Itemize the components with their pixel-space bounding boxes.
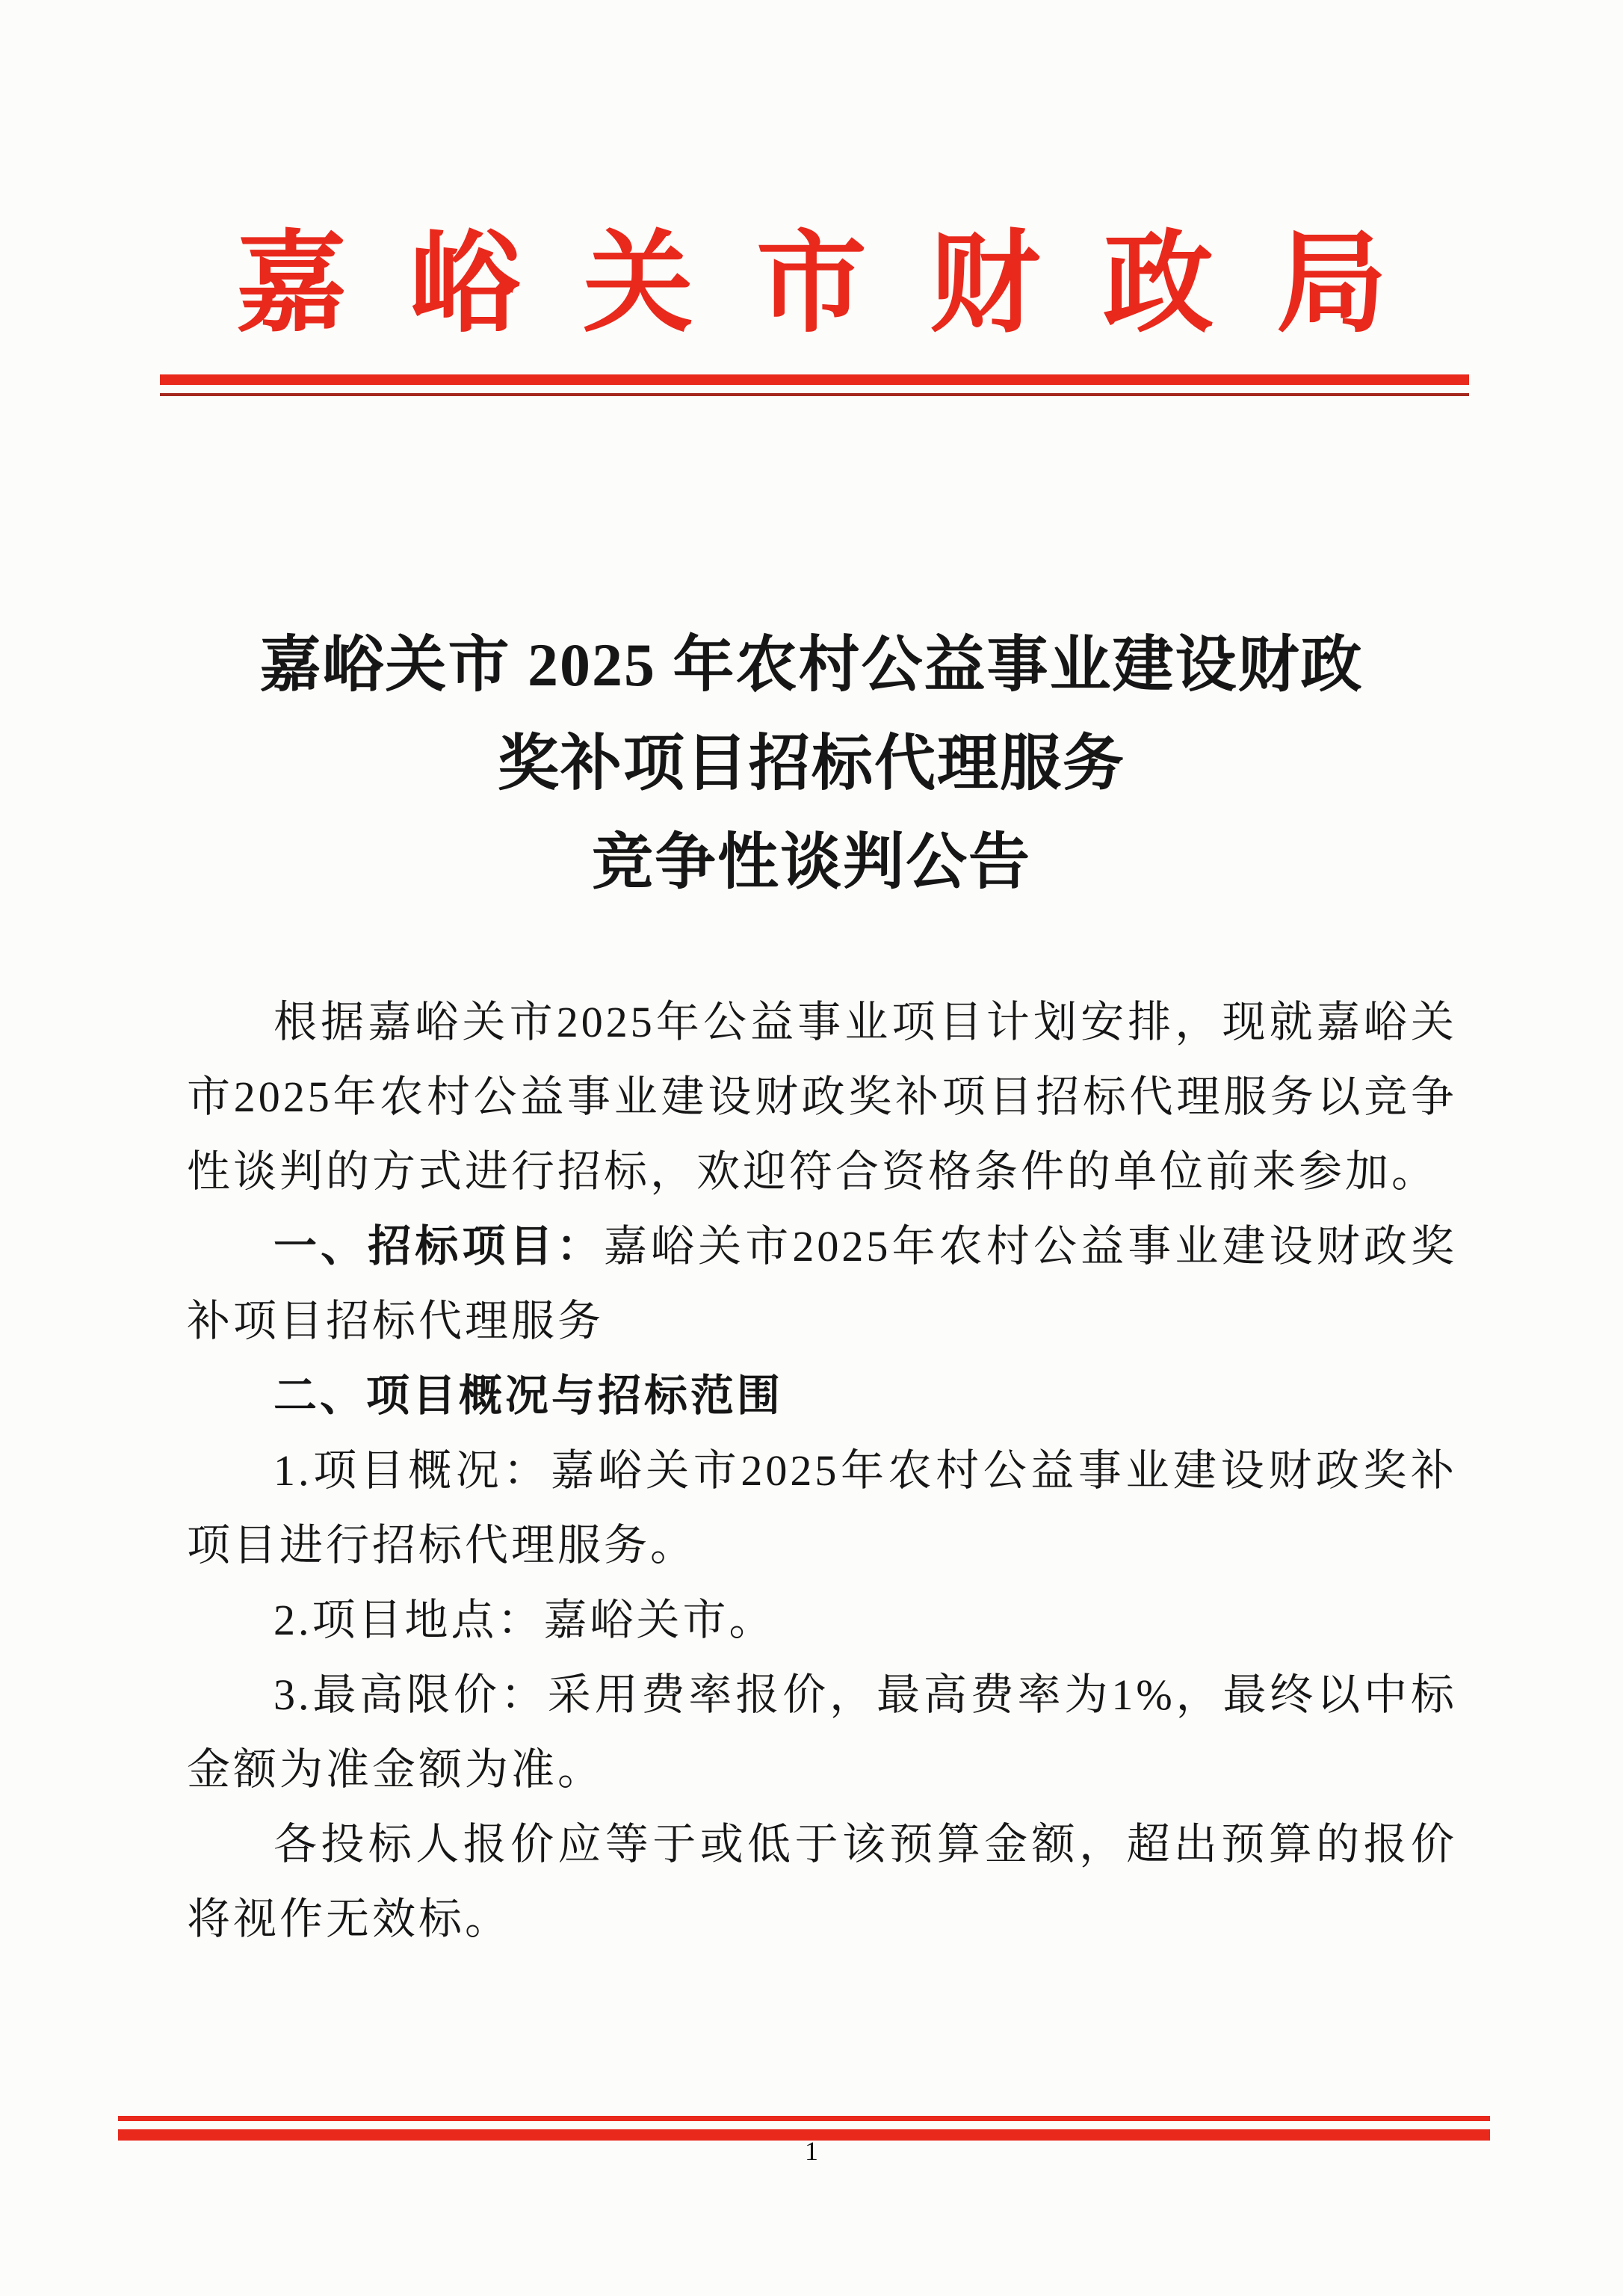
- letterhead-org-name: [0, 221, 1623, 348]
- document-body: [187, 985, 1457, 1957]
- heading-section-2: 二、项目概况与招标范围: [273, 1371, 784, 1420]
- letterhead-rule-thin: [160, 393, 1469, 396]
- paragraph-item-1: 1.项目概况：嘉峪关市2025年农村公益事业建设财政奖补项目进行招标代理服务。: [187, 1446, 1457, 1570]
- paragraph-item-3: 3.最高限价：采用费率报价，最高费率为1%，最终以中标金额为准金额为准。: [187, 1670, 1457, 1794]
- footer-rule-thin: [118, 2116, 1490, 2121]
- paragraph-item-2: 2.项目地点：嘉峪关市。: [273, 1596, 776, 1644]
- document-title-line-3: 竞争性谈判公告: [591, 828, 1031, 896]
- letterhead-org-name-text: 嘉峪关市财政局: [236, 223, 1450, 346]
- document-title-line-2: 奖补项目招标代理服务: [497, 729, 1125, 797]
- section-1-label: 一、招标项目：: [273, 1222, 604, 1271]
- paragraph-note: 各投标人报价应等于或低于该预算金额，超出预算的报价将视作无效标。: [187, 1820, 1457, 1943]
- letterhead-rule-thick: [160, 374, 1469, 385]
- paragraph-section-1: [187, 1209, 1457, 1359]
- section-1-text: 嘉峪关市2025年农村公益事业建设财政奖补项目招标代理服务: [187, 1222, 1457, 1345]
- document-title: [0, 616, 1623, 912]
- document-title-line-1: 嘉峪关市 2025 年农村公益事业建设财政: [259, 631, 1364, 699]
- page-number: 1: [805, 2136, 818, 2166]
- paragraph-intro: 根据嘉峪关市2025年公益事业项目计划安排，现就嘉峪关市2025年农村公益事业建设财政奖补项目招标代理服务以竞争性谈判的方式进行招标，欢迎符合资格条件的单位前来参加。: [187, 998, 1457, 1196]
